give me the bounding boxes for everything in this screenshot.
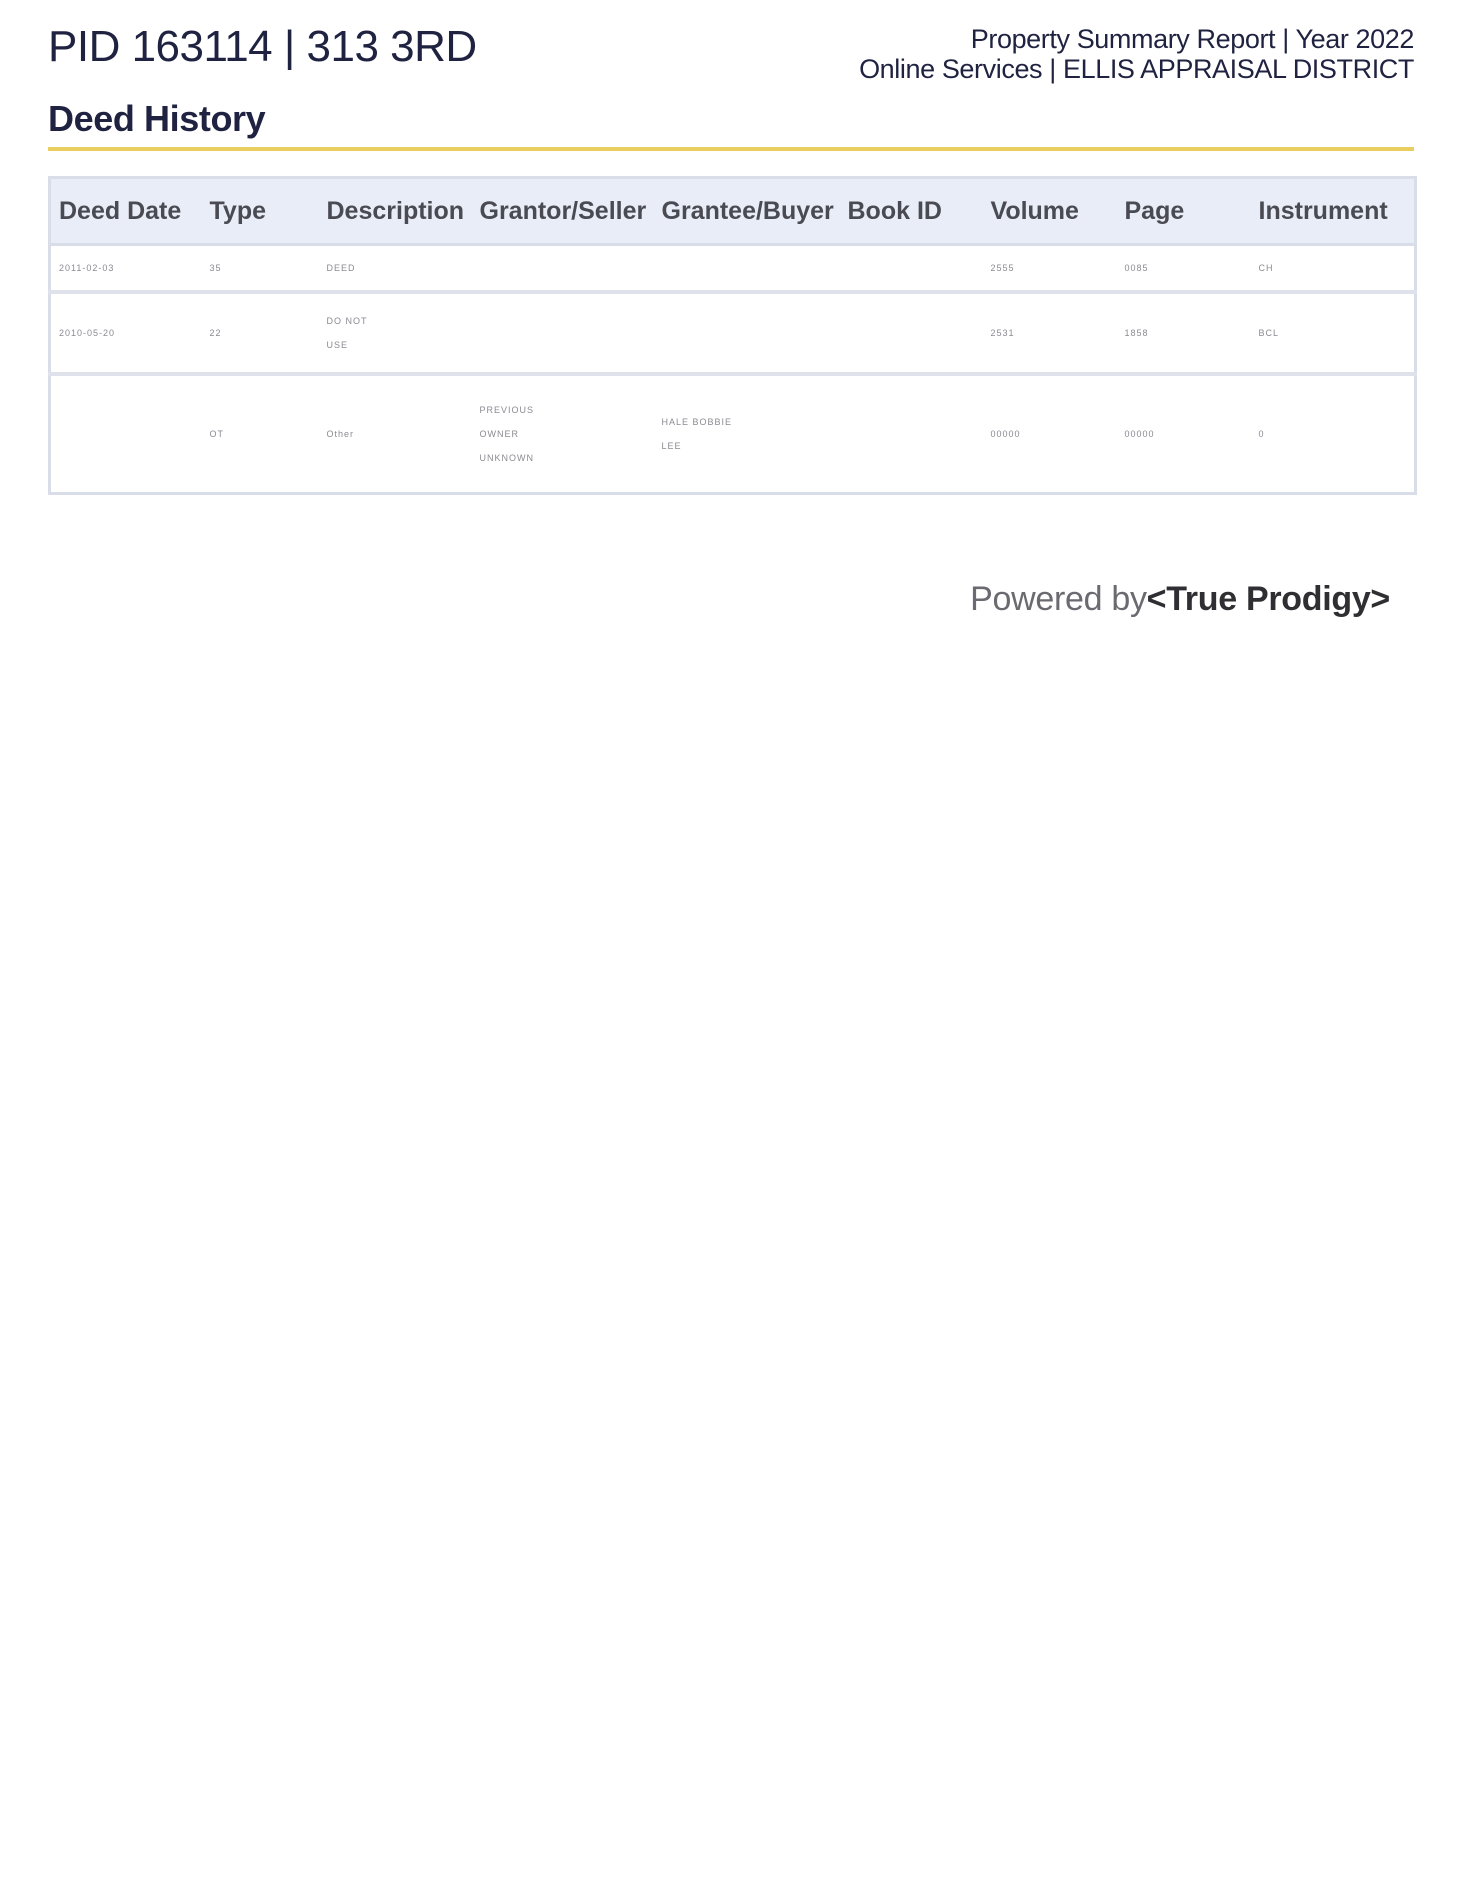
cell-page: 0085 [1117,245,1251,293]
cell-page: 00000 [1124,429,1155,439]
table-header-row [50,178,1416,245]
column-header-page: Page [1117,178,1251,245]
cell-description [319,245,472,293]
cell-line: USE [326,340,349,350]
table-row [50,245,1416,293]
cell-page: 1858 [1117,292,1251,374]
cell-type: 22 [202,292,319,374]
cell-volume: 2555 [983,245,1117,293]
column-header-deed-date: Deed Date [50,178,202,245]
cell-instrument: CH [1251,245,1416,293]
cell-book-id [840,374,983,494]
cell-deed-date: 2011-02-03 [50,245,202,293]
column-header-type: Type [202,178,319,245]
cell-deed-date [50,374,202,494]
section-title: Deed History [48,98,266,139]
powered-by-footer [970,580,1390,619]
cell-line: DEED [326,263,356,273]
cell-instrument: 0 [1258,429,1265,439]
cell-grantee [654,245,840,293]
deed-history-table [48,176,1417,495]
cell-instrument: BCL [1251,292,1416,374]
cell-grantor [472,292,654,374]
cell-line: UNKNOWN [479,453,534,463]
cell-grantee [654,374,840,494]
cell-description [319,374,472,494]
cell-book-id [840,292,983,374]
cell-line: PREVIOUS [479,405,535,415]
column-header-instrument: Instrument [1251,178,1416,245]
column-header-book-id: Book ID [840,178,983,245]
cell-type: OT [209,429,224,439]
column-header-description: Description [319,178,472,245]
cell-line: LEE [661,441,682,451]
column-header-volume: Volume [983,178,1117,245]
section-divider [48,147,1414,151]
cell-grantee [654,292,840,374]
cell-line: OWNER [479,429,519,439]
powered-by-brand: <True Prodigy> [1146,580,1390,618]
report-line-2: Online Services | ELLIS APPRAISAL DISTRICT [859,54,1414,84]
cell-grantor [472,374,654,494]
cell-volume: 00000 [990,429,1021,439]
powered-by-prefix: Powered by [970,580,1147,618]
cell-line: Other [326,429,355,439]
table-row [50,292,1416,374]
cell-line: HALE BOBBIE [661,417,733,427]
column-header-grantor: Grantor/Seller [472,178,654,245]
cell-description [319,292,472,374]
column-header-grantee: Grantee/Buyer [654,178,840,245]
report-line-1: Property Summary Report | Year 2022 [970,24,1414,54]
table-row [50,374,1416,494]
cell-book-id [840,245,983,293]
report-page [48,0,1414,618]
report-header [48,0,1414,100]
page-title: PID 163114 | 313 3RD [48,22,477,71]
report-meta [859,24,1414,84]
cell-type: 35 [202,245,319,293]
cell-volume: 2531 [983,292,1117,374]
cell-line: DO NOT [326,316,368,326]
cell-deed-date: 2010-05-20 [50,292,202,374]
cell-grantor [472,245,654,293]
